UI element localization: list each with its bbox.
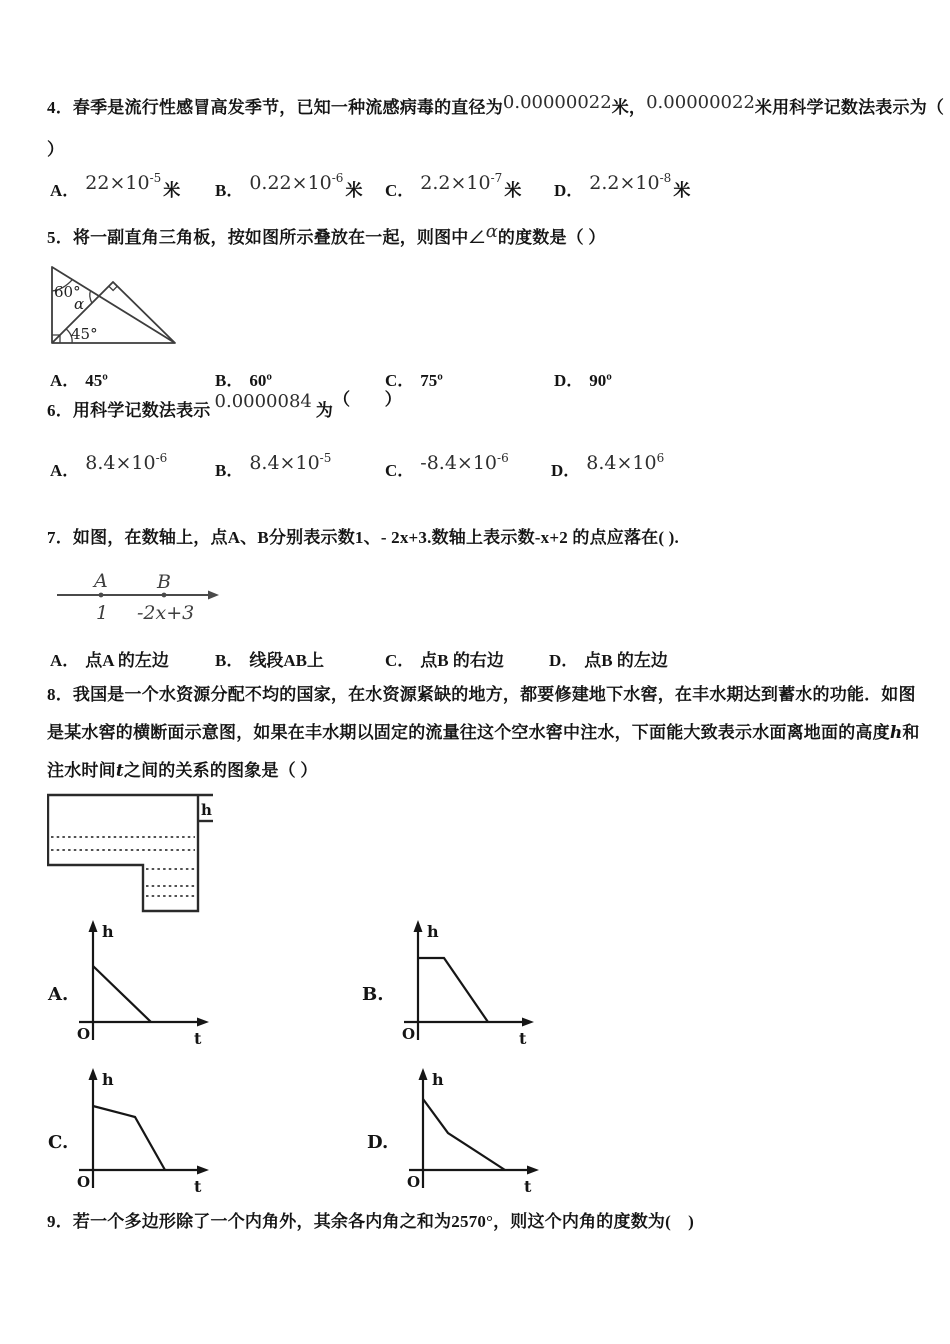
- graph-row-2: [47, 1066, 910, 1200]
- question-8-number: 8．: [47, 685, 73, 704]
- option-4a-unit: 米: [163, 181, 181, 200]
- question-8-line1-text: 我国是一个水资源分配不均的国家，在水资源紧缺的地方，都要修建地下水窖，在丰水期达到蓄水的功能．如图: [72, 685, 916, 704]
- option-6d-exponent: 6: [656, 451, 665, 465]
- option-4c-formula: [420, 172, 502, 194]
- question-9-stem: [47, 1210, 910, 1234]
- graph-b-vaxis-arrow: [414, 920, 423, 932]
- question-8-line2-text: 是某水窖的横断面示意图，如果在丰水期以固定的流量往这个空水窖中注水，下面能大致表示水面离地面的高度: [47, 723, 890, 742]
- option-6a-formula: [85, 452, 167, 474]
- option-5c: [385, 366, 443, 391]
- option-6a-base: 8.4×10: [85, 452, 156, 474]
- option-4d-formula: [589, 172, 671, 194]
- cistern-walls: [48, 795, 198, 911]
- option-5a: [50, 366, 108, 391]
- question-7-number: 7．: [47, 528, 73, 547]
- graph-d-t-label: t: [524, 1177, 532, 1196]
- question-5-stem-a: 将一副直角三角板，按如图所示叠放在一起，则图中∠: [72, 228, 486, 247]
- option-6c-formula: [420, 452, 508, 474]
- graph-a-vaxis-arrow: [89, 920, 98, 932]
- graph-d-haxis-arrow: [527, 1166, 539, 1175]
- option-6b-base: 8.4×10: [249, 452, 320, 474]
- question-6: [47, 390, 910, 496]
- point-a-dot: [99, 593, 104, 598]
- graph-a-label: A.: [48, 984, 69, 1005]
- tick-1-label: 1: [96, 602, 109, 624]
- question-5-options: [47, 366, 910, 392]
- option-4b-unit: 米: [345, 181, 363, 200]
- option-5b-label: B．: [215, 371, 244, 390]
- point-b-dot: [162, 593, 167, 598]
- question-6-number: 6．: [47, 401, 73, 420]
- water-level-lines: [51, 837, 195, 896]
- cistern-outline: [47, 795, 213, 911]
- triangle-figure: [47, 264, 182, 350]
- graph-b-haxis-arrow: [522, 1018, 534, 1027]
- option-7d-label: D．: [549, 651, 579, 670]
- graph-b-curve: [418, 958, 488, 1022]
- option-5d-text: 90º: [589, 371, 612, 390]
- tick-expression-label: -2x+3: [137, 602, 195, 624]
- angle-45-label: 45°: [71, 325, 98, 343]
- option-6a-exponent: -6: [155, 451, 168, 465]
- graph-c-origin-label: O: [77, 1173, 91, 1191]
- question-4-value-1: 0.00000022: [502, 92, 612, 113]
- question-4-stem: [47, 92, 945, 120]
- option-5a-label: A．: [50, 371, 80, 390]
- question-5-number: 5．: [47, 228, 73, 247]
- option-4d-base: 2.2×10: [589, 172, 660, 194]
- graph-a-haxis-arrow: [197, 1018, 209, 1027]
- number-line-arrow: [208, 591, 219, 600]
- option-6c: [385, 451, 509, 481]
- option-6c-label: C．: [385, 461, 415, 480]
- question-9-stem-text: 若一个多边形除了一个内角外，其余各内角之和为2570°，则这个内角的度数为( ): [72, 1212, 695, 1231]
- option-4d-unit: 米: [673, 181, 691, 200]
- option-4d-label: D．: [554, 181, 584, 200]
- option-4a: [50, 171, 181, 201]
- option-5d: [554, 366, 612, 391]
- graph-b-origin-label: O: [402, 1025, 416, 1043]
- option-6d-label: D．: [551, 461, 581, 480]
- question-5-stem-b: 的度数是（ ）: [497, 228, 606, 247]
- option-7d-text: 点B 的左边: [584, 651, 668, 670]
- angle-alpha-label: α: [74, 295, 85, 313]
- option-5d-label: D．: [554, 371, 584, 390]
- question-4: [47, 92, 945, 216]
- point-a-label: A: [94, 570, 108, 592]
- option-4c-base: 2.2×10: [420, 172, 491, 194]
- option-6b-formula: [249, 452, 331, 474]
- option-4b-base: 0.22×10: [249, 172, 332, 194]
- graph-d-origin-label: O: [407, 1173, 421, 1191]
- option-4d-exponent: -8: [659, 171, 672, 185]
- question-7: [47, 526, 910, 672]
- number-line-figure: [49, 562, 229, 634]
- point-b-label: B: [157, 571, 171, 593]
- question-4-stem-close: ）: [47, 140, 65, 159]
- question-5-stem: [47, 221, 910, 250]
- angle-60-label: 60°: [54, 283, 81, 301]
- graph-c-haxis-arrow: [197, 1166, 209, 1175]
- option-4c: [385, 171, 522, 201]
- option-4c-unit: 米: [504, 181, 522, 200]
- question-8-stem-line3: [47, 752, 910, 790]
- arc-alpha: [90, 291, 92, 303]
- question-8-stem-line2: [47, 714, 920, 752]
- graph-d-label: D.: [367, 1132, 389, 1153]
- graph-c-vaxis-arrow: [89, 1068, 98, 1080]
- graph-c: [75, 1066, 225, 1200]
- option-6b-exponent: -5: [319, 451, 332, 465]
- option-4c-label: C．: [385, 181, 415, 200]
- question-9: [47, 1210, 910, 1234]
- option-7a-text: 点A 的左边: [85, 651, 169, 670]
- graph-a-h-label: h: [102, 922, 114, 941]
- option-4a-formula: [85, 172, 161, 194]
- question-8-line2-tail: 和: [902, 723, 920, 742]
- option-4b-exponent: -6: [331, 171, 344, 185]
- option-5b: [215, 366, 272, 391]
- option-6b: [215, 451, 332, 481]
- question-6-value: 0.0000084: [214, 391, 312, 412]
- option-5a-text: 45º: [85, 371, 108, 390]
- option-7c-label: C．: [385, 651, 415, 670]
- graph-b-label: B.: [362, 984, 384, 1005]
- option-4b-label: B．: [215, 181, 244, 200]
- question-7-options: [47, 646, 910, 672]
- question-4-number: 4．: [47, 98, 73, 117]
- option-7b-label: B．: [215, 651, 244, 670]
- option-6c-base: -8.4×10: [420, 452, 498, 474]
- question-6-stem: [47, 390, 910, 426]
- option-4d: [554, 171, 691, 201]
- question-9-number: 9．: [47, 1212, 73, 1231]
- right-angle-mark-apex: [109, 286, 118, 290]
- option-6d-formula: [586, 452, 664, 474]
- graph-d-curve: [423, 1099, 505, 1170]
- question-4-stem-b: 米，: [611, 98, 647, 117]
- variable-t: t: [115, 761, 124, 781]
- option-4a-label: A．: [50, 181, 80, 200]
- graph-b: [400, 918, 550, 1052]
- option-7a: [50, 646, 169, 671]
- question-4-stem-c: 米用科学记数法表示为（: [754, 98, 945, 117]
- graph-c-curve: [93, 1106, 165, 1170]
- option-5b-text: 60º: [249, 371, 272, 390]
- question-4-stem-a: 春季是流行性感冒高发季节，已知一种流感病毒的直径为: [72, 98, 503, 117]
- graph-d-vaxis-arrow: [419, 1068, 428, 1080]
- graph-b-h-label: h: [427, 922, 439, 941]
- graph-a-t-label: t: [194, 1029, 202, 1048]
- option-7b-text: 线段AB上: [249, 651, 324, 670]
- variable-h: h: [889, 723, 903, 743]
- question-6-stem-a: 用科学记数法表示: [72, 401, 211, 420]
- cistern-h-label: h: [201, 801, 212, 819]
- graph-a-origin-label: O: [77, 1025, 91, 1043]
- option-6d: [551, 451, 665, 481]
- option-7b: [215, 646, 324, 671]
- option-6b-label: B．: [215, 461, 244, 480]
- option-7c: [385, 646, 504, 671]
- graph-c-t-label: t: [194, 1177, 202, 1196]
- option-4a-base: 22×10: [85, 172, 150, 194]
- option-4b-formula: [249, 172, 343, 194]
- option-6a: [50, 451, 168, 481]
- graph-a-curve: [93, 966, 151, 1022]
- question-6-paren: （ ）: [333, 390, 402, 409]
- option-4b: [215, 171, 363, 201]
- question-8-stem-line1: [47, 676, 916, 714]
- option-4c-exponent: -7: [490, 171, 503, 185]
- graph-a: [75, 918, 225, 1052]
- question-7-stem: [47, 526, 910, 550]
- option-4a-exponent: -5: [149, 171, 162, 185]
- question-7-stem-text: 如图，在数轴上，点A、B分别表示数1、- 2x+3.数轴上表示数-x+2 的点应落在( ).: [72, 528, 679, 547]
- option-7d: [549, 646, 668, 671]
- option-5c-label: C．: [385, 371, 415, 390]
- graph-c-label: C.: [48, 1132, 69, 1153]
- graph-d: [405, 1066, 555, 1200]
- cistern-figure: [47, 792, 219, 916]
- question-4-options: [47, 171, 910, 216]
- option-6c-exponent: -6: [497, 451, 509, 465]
- option-6a-label: A．: [50, 461, 80, 480]
- option-6d-base: 8.4×10: [586, 452, 657, 474]
- graph-d-h-label: h: [432, 1070, 444, 1089]
- option-7c-text: 点B 的右边: [420, 651, 504, 670]
- graph-c-h-label: h: [102, 1070, 114, 1089]
- question-5: [47, 221, 910, 392]
- question-8-line3-tail: 之间的关系的图象是（ ）: [123, 761, 318, 780]
- question-8: [47, 676, 920, 1200]
- option-5c-text: 75º: [420, 371, 443, 390]
- option-7a-label: A．: [50, 651, 80, 670]
- question-6-options: [47, 451, 910, 496]
- question-6-stem-b: 为: [315, 401, 334, 420]
- alpha-symbol: α: [485, 221, 498, 242]
- question-4-value-2: 0.00000022: [646, 92, 755, 113]
- graph-row-1: [47, 918, 910, 1052]
- graph-b-t-label: t: [519, 1029, 527, 1048]
- question-8-line3-text: 注水时间: [47, 761, 116, 780]
